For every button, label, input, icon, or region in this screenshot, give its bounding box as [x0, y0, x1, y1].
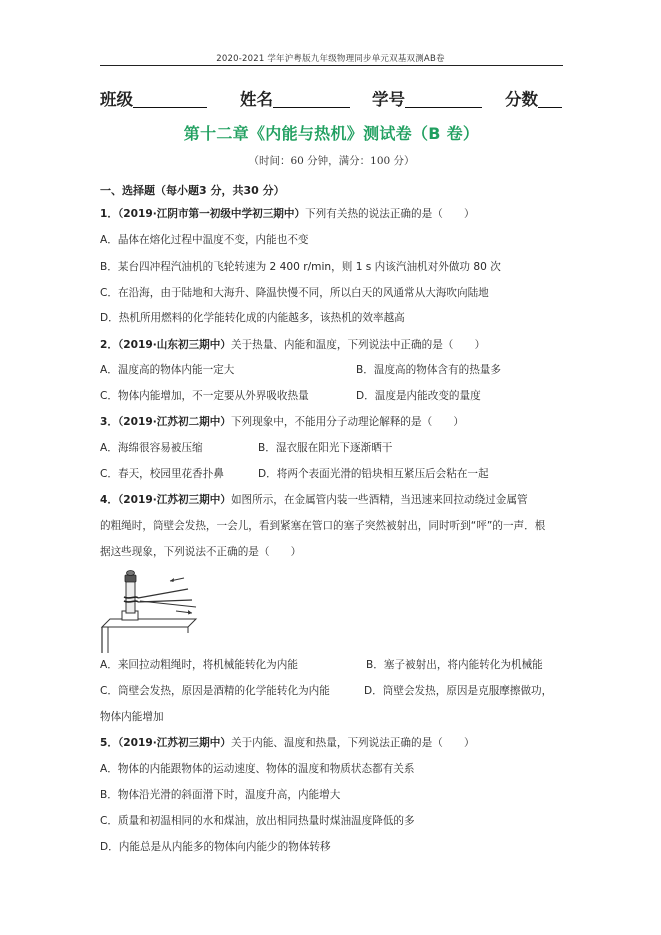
page-title: 第十二章《内能与热机》测试卷（B 卷） — [183, 124, 480, 143]
question-2-option-a[interactable]: A．温度高的物体内能一定大 — [100, 364, 235, 376]
section-heading: 一、选择题（每小题3 分，共30 分） — [100, 184, 285, 197]
question-5-option-a[interactable]: A．物体的内能跟物体的运动速度、物体的温度和物质状态都有关系 — [100, 763, 415, 775]
question-1-stem: 1．（2019·江阴市第一初级中学初三期中）下列有关热的说法正确的是（ ） — [100, 208, 475, 220]
question-5-option-d[interactable]: D．内能总是从内能多的物体向内能少的物体转移 — [100, 841, 331, 853]
question-1-option-a[interactable]: A．晶体在熔化过程中温度不变，内能也不变 — [100, 234, 309, 246]
question-4-option-d[interactable]: D．筒壁会发热，原因是克服摩擦做功， — [364, 685, 553, 697]
name-label: 姓名 — [240, 90, 273, 109]
question-4-option-b[interactable]: B．塞子被射出，将内能转化为机械能 — [366, 659, 543, 671]
question-4-option-c[interactable]: C．筒壁会发热，原因是酒精的化学能转化为内能 — [100, 685, 330, 697]
question-2-option-c[interactable]: C．物体内能增加，不一定要从外界吸收热量 — [100, 390, 309, 402]
question-source: （2019·江阴市第一初级中学初三期中） — [117, 208, 306, 220]
class-blank[interactable] — [133, 90, 207, 108]
metal-tube-rope-apparatus-icon — [100, 567, 230, 655]
question-source: （2019·江苏初三期中） — [117, 494, 231, 506]
name-field — [240, 86, 350, 110]
question-source: （2019·山东初三期中） — [117, 339, 231, 351]
question-4-stem-line-3: 据这些现象，下列说法不正确的是（ ） — [100, 546, 302, 558]
score-blank[interactable] — [538, 90, 562, 108]
question-2-option-b[interactable]: B．温度高的物体含有的热量多 — [356, 364, 501, 376]
question-5-option-b[interactable]: B．物体沿光滑的斜面滑下时，温度升高，内能增大 — [100, 789, 341, 801]
question-5-stem: 5．（2019·江苏初三期中）关于内能、温度和热量，下列说法正确的是（ ） — [100, 737, 475, 749]
question-1-option-c[interactable]: C．在沿海，由于陆地和大海升、降温快慢不同，所以白天的风通常从大海吹向陆地 — [100, 287, 489, 299]
question-1-option-d[interactable]: D．热机所用燃料的化学能转化成的内能越多，该热机的效率越高 — [100, 312, 405, 324]
class-label: 班级 — [100, 90, 133, 109]
question-1-option-b[interactable]: B．某台四冲程汽油机的飞轮转速为 2 400 r/min，则 1 s 内该汽油机对外做功 80 次 — [100, 261, 501, 273]
question-3-option-d[interactable]: D．将两个表面光滑的铅块相互紧压后会粘在一起 — [258, 468, 489, 480]
question-source: （2019·江苏初二期中） — [117, 416, 231, 428]
question-3-stem: 3．（2019·江苏初二期中）下列现象中，不能用分子动理论解释的是（ ） — [100, 416, 464, 428]
id-blank[interactable] — [405, 90, 482, 108]
header-rule — [100, 65, 563, 66]
question-3-option-a[interactable]: A．海绵很容易被压缩 — [100, 442, 203, 454]
id-field — [372, 86, 482, 110]
question-3-option-b[interactable]: B．湿衣服在阳光下逐渐晒干 — [258, 442, 393, 454]
running-header: 2020-2021 学年沪粤版九年级物理同步单元双基双测AB卷 — [216, 54, 445, 64]
id-label: 学号 — [372, 90, 405, 109]
class-field — [100, 86, 207, 110]
question-2-stem: 2．（2019·山东初三期中）关于热量、内能和温度，下列说法中正确的是（ ） — [100, 339, 486, 351]
question-4-option-a[interactable]: A．来回拉动粗绳时，将机械能转化为内能 — [100, 659, 298, 671]
score-field — [505, 86, 562, 110]
question-source: （2019·江苏初三期中） — [117, 737, 231, 749]
question-4-stem: 4．（2019·江苏初三期中）如图所示，在金属管内装一些酒精，当迅速来回拉动绕过金属管 — [100, 494, 528, 506]
score-label: 分数 — [505, 90, 538, 109]
question-4-option-d-continued: 物体内能增加 — [100, 711, 164, 723]
question-4-stem-line-2: 的粗绳时，筒壁会发热，一会儿，看到紧塞在管口的塞子突然被射出，同时听到“呯”的一声．根 — [100, 520, 546, 532]
student-info-row — [100, 86, 563, 112]
question-3-option-c[interactable]: C．春天，校园里花香扑鼻 — [100, 468, 224, 480]
question-2-option-d[interactable]: D．温度是内能改变的量度 — [356, 390, 481, 402]
question-5-option-c[interactable]: C．质量和初温相同的水和煤油，放出相同热量时煤油温度降低的多 — [100, 815, 415, 827]
page-subtitle: （时间：60 分钟，满分：100 分） — [248, 155, 415, 167]
name-blank[interactable] — [273, 90, 350, 108]
